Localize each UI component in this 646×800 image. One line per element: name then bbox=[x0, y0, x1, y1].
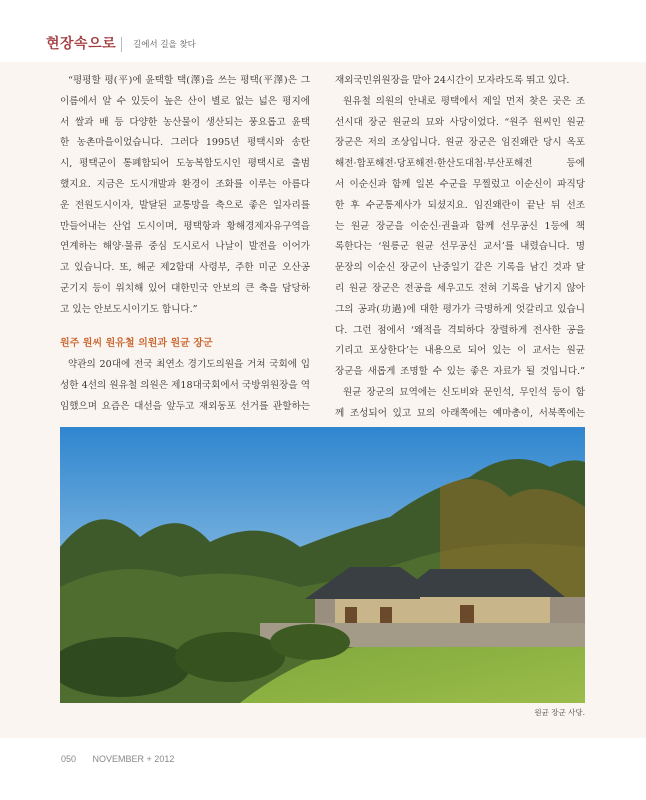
text-line: 재외국민위원장을 맡아 24시간이 모자라도록 뛰고 있다. bbox=[335, 75, 570, 86]
right-column bbox=[335, 71, 585, 425]
left-column-paragraph-1 bbox=[60, 71, 310, 321]
text-line: 록한다는 ‘원릉군 원균 선무공신 교서’를 내렸습니다. 명 bbox=[335, 241, 585, 253]
section-heading: 원주 원씨 원유철 의원과 원균 장군 bbox=[60, 338, 213, 349]
text-line: 성한 4선의 원유철 의원은 제18대국회에서 국방위원장을 역 bbox=[60, 379, 310, 391]
text-line: 해전·합포해전·당포해전·한산도대첩·부산포해전 등에 bbox=[335, 158, 585, 170]
text-line: 약관의 20대에 전국 최연소 경기도의원을 거쳐 국회에 입 bbox=[68, 359, 310, 370]
text-line: 기리고 포상한다’는 내용으로 되어 있는 이 교서는 원균 bbox=[335, 345, 585, 357]
page-header bbox=[0, 0, 646, 62]
text-line: 선시대 장군 원균의 묘와 사당이었다. “원주 원씨인 원균 bbox=[335, 116, 585, 128]
text-line: 장군은 저의 조상입니다. 원균 장군은 임진왜란 당시 옥포 bbox=[335, 137, 585, 149]
section-subtitle: 길에서 길을 찾다 bbox=[133, 40, 196, 50]
page-number: 050 bbox=[61, 754, 77, 764]
article-photo bbox=[60, 427, 585, 703]
text-line: 장군을 새롭게 조명할 수 있는 좋은 자료가 될 것입니다.” bbox=[335, 366, 585, 378]
text-line: 원균 장군의 묘역에는 신도비와 문인석, 무인석 등이 함 bbox=[343, 386, 585, 398]
header-divider bbox=[121, 37, 122, 52]
shrine-photo-illustration bbox=[60, 427, 585, 703]
text-line: 한 농촌마을이었습니다. 그러다 1995년 평택시와 송탄 bbox=[60, 137, 310, 149]
left-column-paragraph-2 bbox=[60, 355, 310, 417]
text-line: 그의 공과(功過)에 대한 평가가 극명하게 엇갈리고 있습니 bbox=[335, 303, 585, 315]
photo-caption: 원균 장군 사당. bbox=[534, 708, 585, 717]
text-line: 문장의 이순신 장군이 난중일기 같은 기록을 남긴 것과 달 bbox=[335, 262, 585, 274]
text-line: “평평할 평(平)에 윤택할 택(澤)을 쓰는 평택(平澤)은 그 bbox=[68, 75, 310, 86]
section-title: 현장속으로 bbox=[46, 36, 117, 52]
text-line: 다. 그런 점에서 ‘왜적을 격퇴하다 장렬하게 전사한 공을 bbox=[335, 324, 585, 336]
text-line: 원유철 의원의 안내로 평택에서 제일 먼저 찾은 곳은 조 bbox=[343, 95, 585, 107]
text-line: 리 원균 장군은 전공을 세우고도 전혀 기록을 남기지 않아 bbox=[335, 282, 585, 294]
text-line: 고 있습니다. 또, 해군 제2함대 사령부, 주한 미군 오산공 bbox=[60, 262, 310, 274]
text-line: 연계하는 해양·물류 중심 도시로서 나날이 발전을 이어가 bbox=[60, 241, 310, 253]
text-line: 께 조성되어 있고 묘의 아래쪽에는 예마총이, 서북쪽에는 bbox=[335, 407, 585, 419]
issue-date: NOVEMBER + 2012 bbox=[92, 754, 175, 764]
text-line: 했지요. 지금은 도시개발과 환경이 조화를 이루는 아름다 bbox=[60, 178, 310, 190]
text-line: 는 원균 장군을 이순신·권율과 함께 선무공신 1등에 책 bbox=[335, 220, 585, 232]
text-line: 군기지 등이 위치해 있어 대한민국 안보의 큰 축을 담당하 bbox=[60, 282, 310, 294]
text-line: 운 전원도시이자, 발달된 교통망을 축으로 좋은 일자리를 bbox=[60, 199, 310, 211]
page-footer bbox=[61, 754, 188, 764]
text-line: 한 후 수군통제사가 되셨지요. 임진왜란이 끝난 뒤 선조 bbox=[335, 199, 585, 211]
text-line: 고 있는 안보도시이기도 합니다.” bbox=[60, 303, 198, 315]
text-line: 시, 평택군이 통폐합되어 도농복합도시인 평택시로 출범 bbox=[60, 158, 310, 170]
text-line: 이름에서 알 수 있듯이 높은 산이 별로 없는 넓은 평지에 bbox=[60, 95, 310, 107]
text-line: 만들어내는 산업 도시이며, 평택항과 황해경제자유구역을 bbox=[60, 220, 310, 232]
text-line: 임했으며 요즘은 대선을 앞두고 재외동포 선거를 관할하는 bbox=[60, 400, 310, 412]
text-line: 서 쌀과 배 등 다양한 농산물이 생산되는 풍요롭고 윤택 bbox=[60, 116, 310, 128]
text-line: 서 이순신과 함께 일본 수군을 무찔렀고 이순신이 파직당 bbox=[335, 178, 585, 190]
